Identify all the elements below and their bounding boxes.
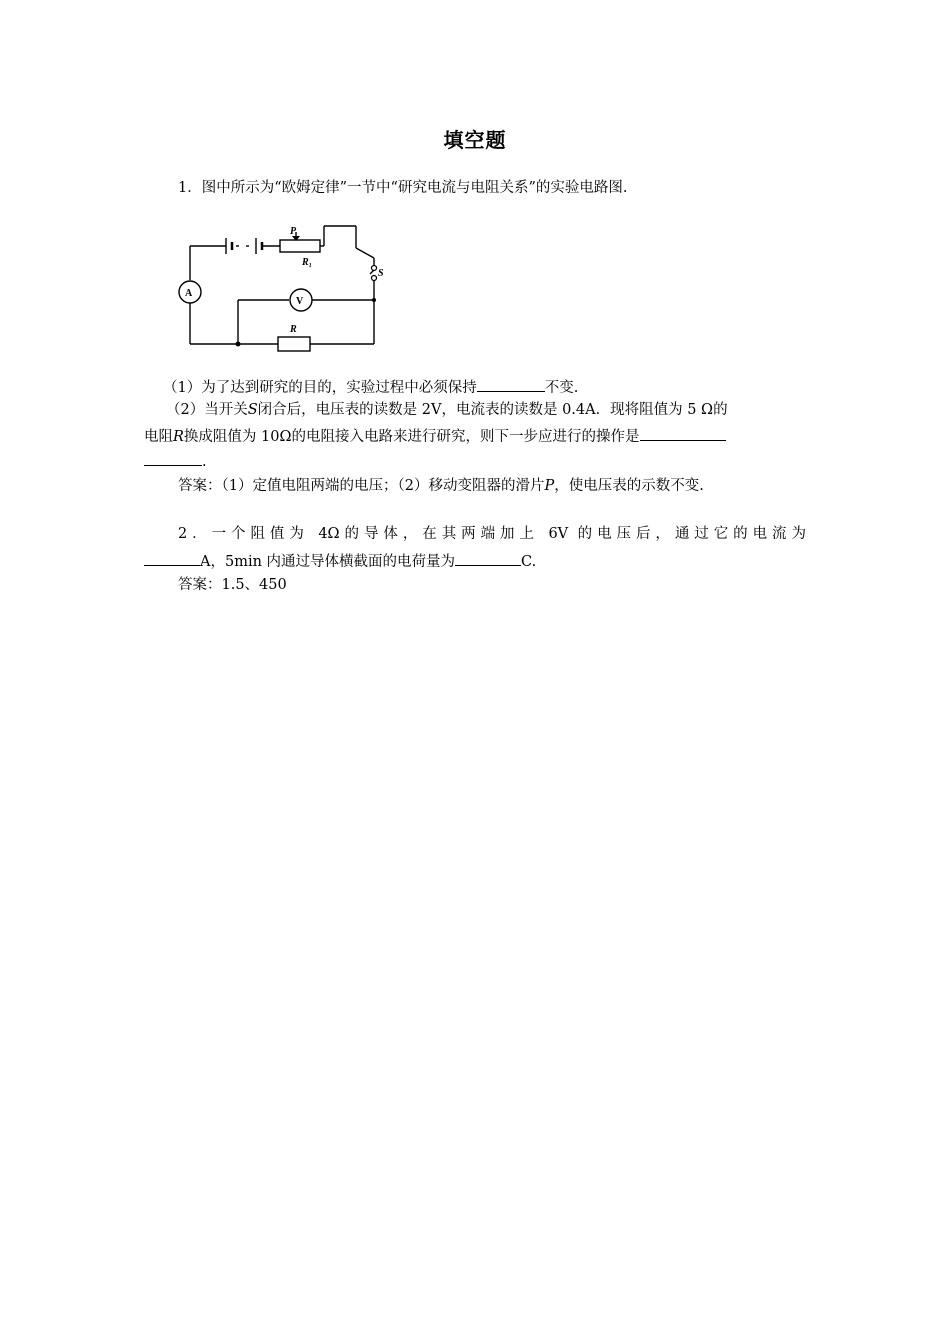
switch-label: S bbox=[378, 268, 384, 279]
voltmeter-label: V bbox=[296, 296, 304, 307]
q1-part1: （1）为了达到研究的目的，实验过程中必须保持 不变. bbox=[163, 376, 578, 398]
q2-stem-line2: A，5min 内通过导体横截面的电荷量为 C. bbox=[144, 550, 536, 572]
q2-blank-current bbox=[144, 550, 200, 566]
q1-stem: 1．图中所示为“欧姆定律”一节中“研究电流与电阻关系”的实验电路图. bbox=[178, 180, 628, 196]
q1-part2-blank-b bbox=[144, 450, 202, 466]
slider-label: P bbox=[290, 226, 297, 237]
q1-part2-blank-a bbox=[640, 425, 726, 441]
q2-blank-charge bbox=[455, 550, 521, 566]
q1-answer: 答案：（1）定值电阻两端的电压；（2）移动变阻器的滑片P，使电压表的示数不变. bbox=[178, 478, 704, 494]
q2-answer: 答案：1.5、450 bbox=[178, 577, 287, 593]
resistor-label: R bbox=[290, 324, 297, 335]
ammeter-label: A bbox=[185, 288, 193, 299]
q1-part2-line1: （2）当开关S闭合后，电压表的读数是 2V，电流表的读数是 0.4A．现将阻值为 5 Ω的 bbox=[166, 402, 728, 418]
circuit-diagram bbox=[178, 218, 393, 358]
q1-part2-line2: 电阻R换成阻值为 10Ω的电阻接入电路来进行研究，则下一步应进行的操作是 bbox=[144, 425, 726, 447]
page-title: 填空题 bbox=[443, 128, 507, 152]
q1-part1-blank bbox=[477, 376, 545, 392]
q2-stem-line1: 2．一个阻值为 4Ω的导体，在其两端加上 6V 的电压后，通过它的电流为 bbox=[178, 526, 806, 542]
q1-part2-line3: . bbox=[144, 450, 207, 472]
rheostat-label: R₁ bbox=[302, 257, 313, 268]
